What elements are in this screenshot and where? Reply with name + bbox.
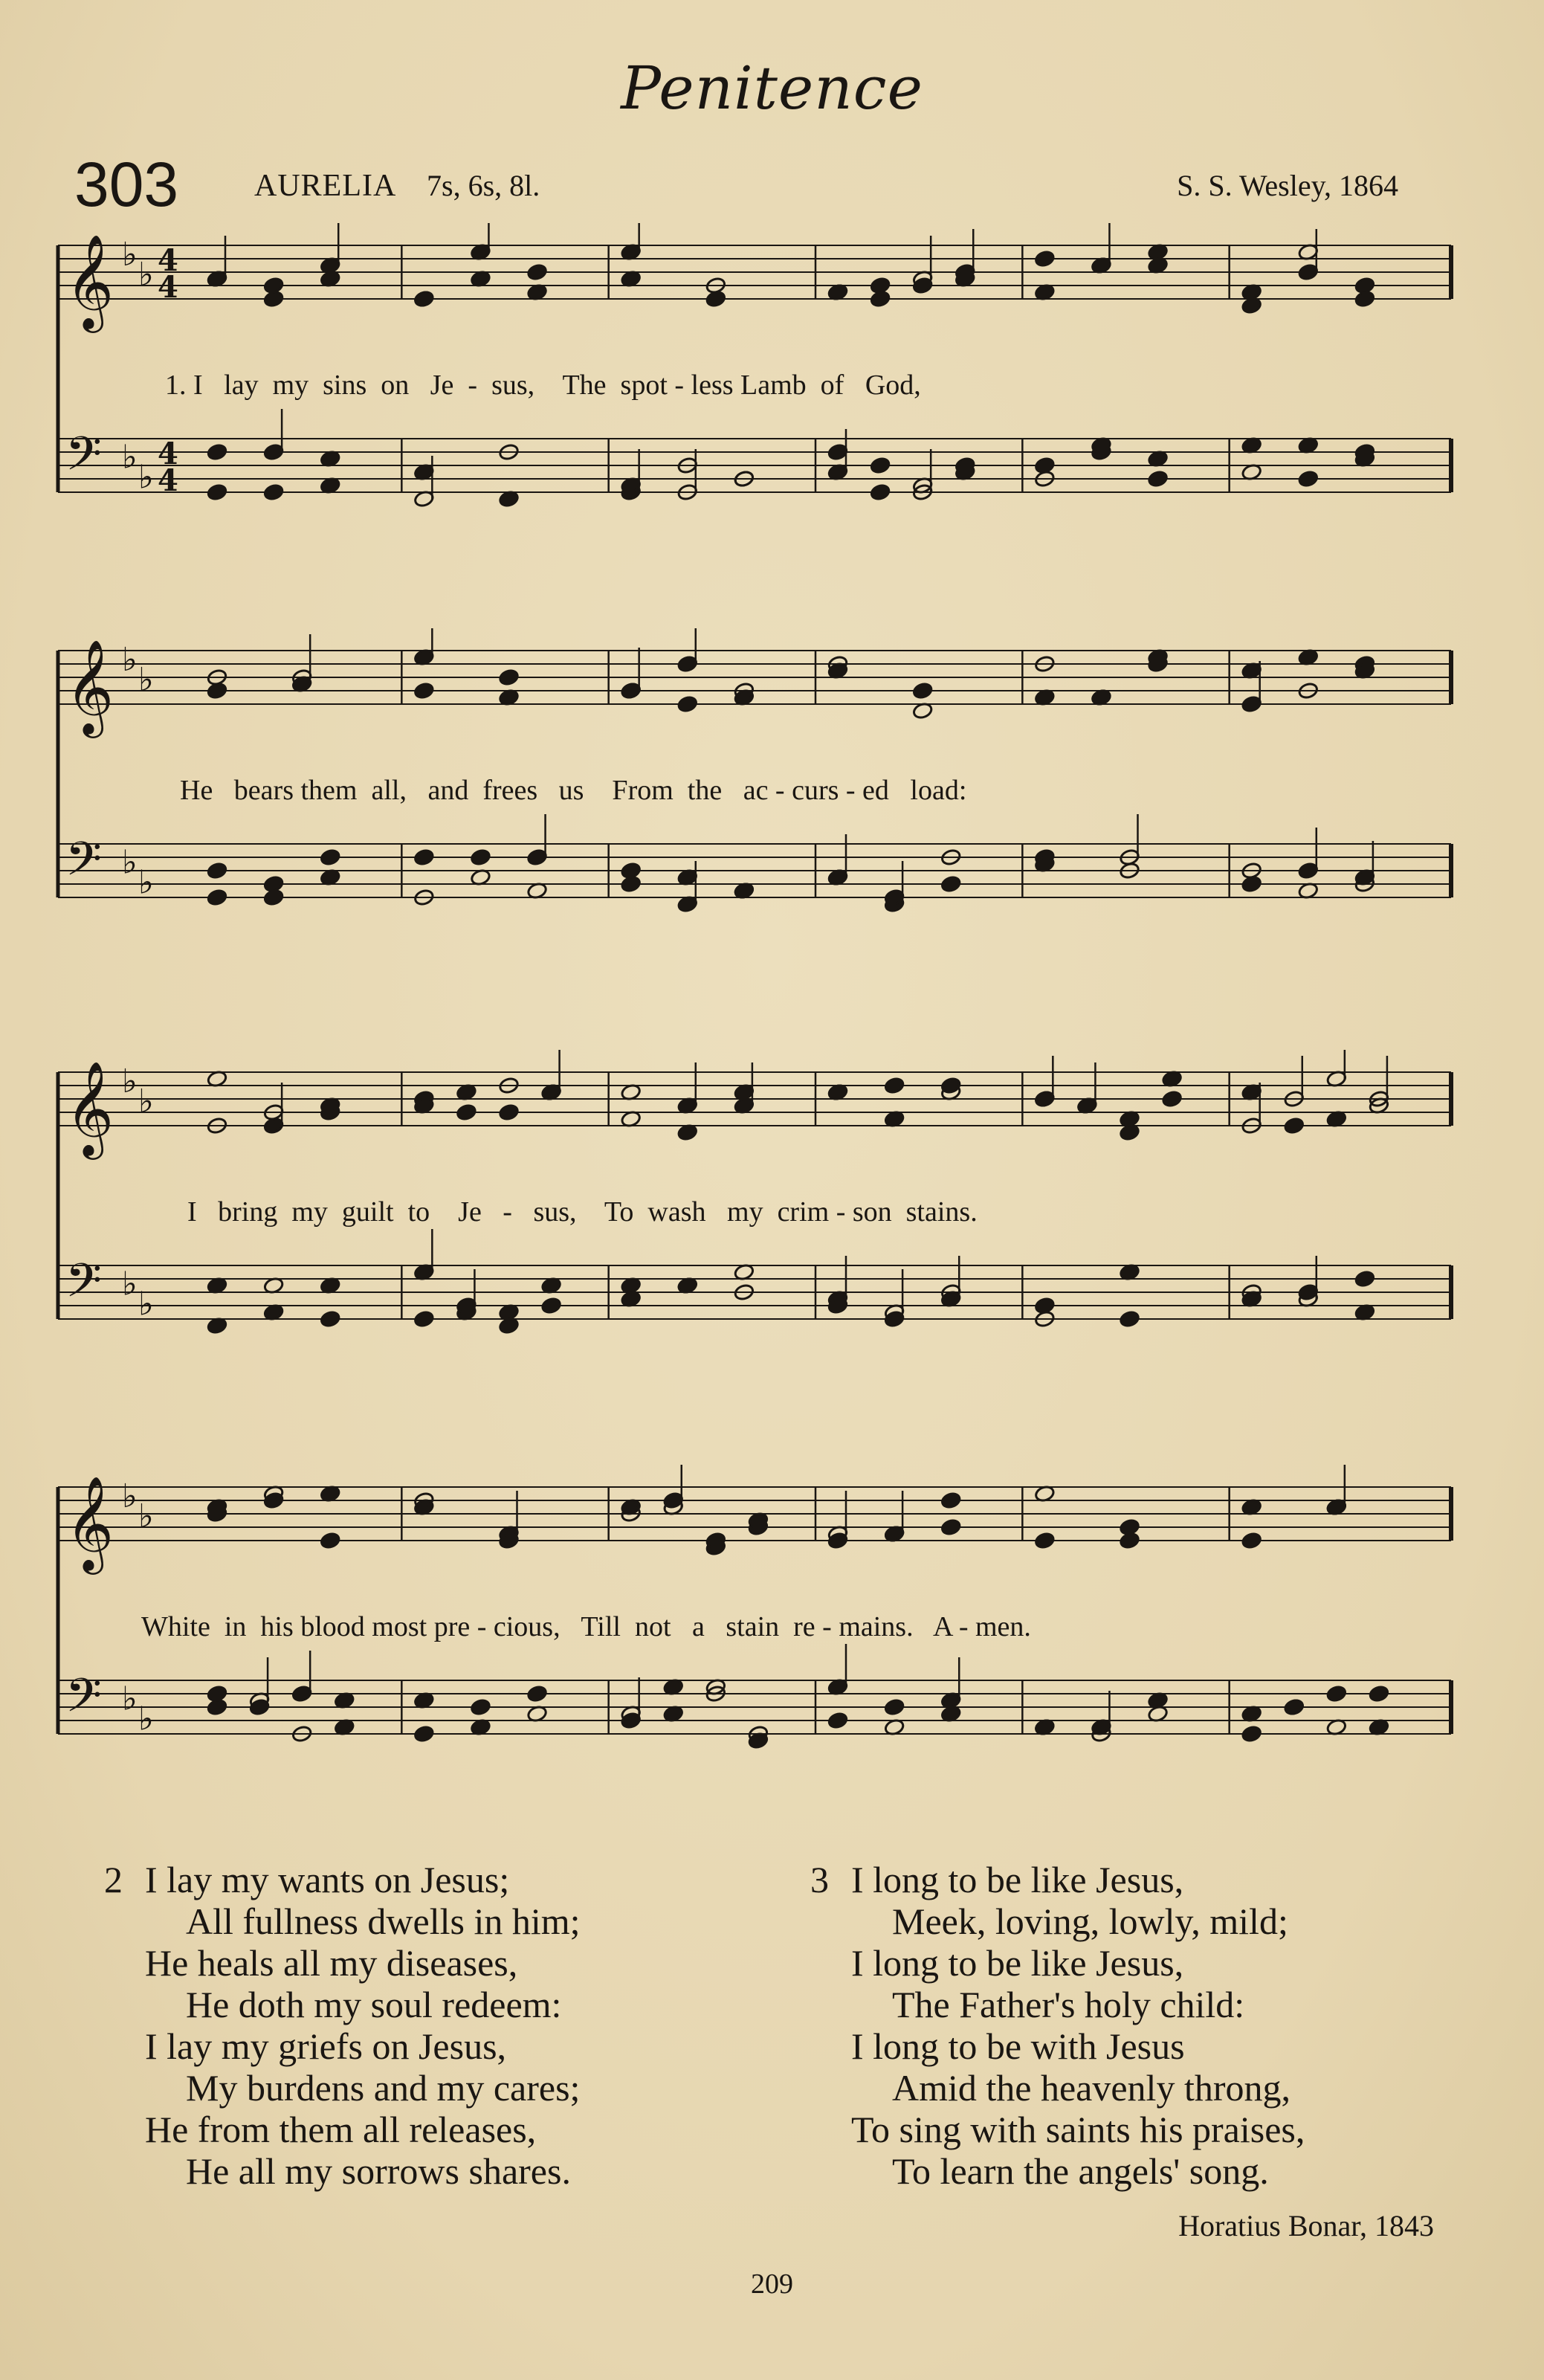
flat-icon: ♭ bbox=[122, 641, 138, 679]
note-head bbox=[884, 1077, 905, 1094]
treble-clef-icon: 𝄞 bbox=[65, 1060, 114, 1155]
note-head bbox=[263, 889, 284, 906]
note-head bbox=[620, 862, 641, 880]
bass-clef-icon: 𝄢 bbox=[65, 1253, 102, 1319]
flat-icon: ♭ bbox=[138, 661, 154, 699]
treble-clef-icon: 𝄞 bbox=[65, 1475, 114, 1570]
note-head bbox=[1034, 250, 1055, 268]
flat-icon: ♭ bbox=[138, 458, 154, 497]
lyric-line-1: 1. I lay my sins on Je - sus, The spot - less Lamb of God, bbox=[165, 370, 921, 401]
music-system-2 bbox=[54, 628, 1466, 970]
flat-icon: ♭ bbox=[122, 236, 138, 274]
note-head bbox=[320, 848, 340, 866]
tune-name: AURELIA bbox=[254, 169, 397, 203]
meter: 7s, 6s, 8l. bbox=[427, 169, 540, 202]
treble-clef-icon: 𝄞 bbox=[65, 233, 114, 329]
note-head bbox=[1147, 470, 1168, 488]
note-head bbox=[470, 1698, 491, 1716]
flat-icon: ♭ bbox=[138, 863, 154, 902]
note-head bbox=[870, 290, 891, 308]
flat-icon: ♭ bbox=[138, 256, 154, 294]
stanza-line: He doth my soul redeem: bbox=[186, 1984, 562, 2025]
flat-icon: ♭ bbox=[122, 843, 138, 882]
stanza-line: My burdens and my cares; bbox=[186, 2067, 581, 2109]
note-head bbox=[207, 443, 227, 461]
note-head bbox=[456, 1103, 477, 1121]
stanza-line: He all my sorrows shares. bbox=[186, 2150, 571, 2192]
stanza-line: Amid the heavenly throng, bbox=[892, 2067, 1291, 2109]
note-head bbox=[207, 862, 227, 880]
time-signature-bottom: 4 bbox=[158, 270, 178, 305]
treble-clef-icon: 𝄞 bbox=[65, 639, 114, 734]
note-head bbox=[413, 682, 434, 700]
note-head bbox=[263, 277, 284, 294]
note-head bbox=[470, 848, 491, 866]
note-head bbox=[870, 483, 891, 501]
note-head bbox=[263, 483, 284, 501]
note-head bbox=[526, 263, 547, 281]
stanza-line: I lay my griefs on Jesus, bbox=[145, 2025, 507, 2067]
stanza-number: 2 bbox=[104, 1859, 123, 1900]
note-head bbox=[1298, 470, 1319, 488]
flat-icon: ♭ bbox=[138, 1700, 154, 1738]
lyric-line-3: I bring my guilt to Je - sus, To wash my crim - son stains. bbox=[187, 1196, 978, 1228]
note-head bbox=[413, 1725, 434, 1743]
flat-icon: ♭ bbox=[122, 1265, 138, 1303]
note-head bbox=[207, 483, 227, 501]
note-head bbox=[1161, 1090, 1182, 1108]
bass-clef-icon: 𝄢 bbox=[65, 831, 102, 897]
flat-icon: ♭ bbox=[138, 1497, 154, 1535]
note-head bbox=[1326, 1685, 1347, 1703]
stanza-line: I long to be with Jesus bbox=[851, 2025, 1185, 2067]
note-head bbox=[540, 1297, 561, 1315]
lyric-line-4: White in his blood most pre - cious, Till not a stain re - mains. A - men. bbox=[141, 1611, 1031, 1642]
music-system-4 bbox=[54, 1465, 1466, 1807]
note-head bbox=[413, 848, 434, 866]
stanza-line: He from them all releases, bbox=[145, 2109, 537, 2150]
flat-icon: ♭ bbox=[138, 1285, 154, 1323]
hymn-number: 303 bbox=[74, 149, 179, 219]
stanza-line: To learn the angels' song. bbox=[892, 2150, 1269, 2192]
note-head bbox=[1354, 290, 1375, 308]
note-head bbox=[940, 875, 961, 893]
note-head bbox=[526, 1685, 547, 1703]
note-head bbox=[1354, 1270, 1375, 1288]
section-title: Penitence bbox=[621, 54, 923, 123]
author-credit: Horatius Bonar, 1843 bbox=[1178, 2209, 1434, 2242]
stanza-line: Meek, loving, lowly, mild; bbox=[892, 1900, 1288, 1942]
stanza-line: I long to be like Jesus, bbox=[851, 1942, 1184, 1984]
stanza-line: All fullness dwells in him; bbox=[186, 1900, 581, 1942]
note-head bbox=[940, 1518, 961, 1536]
note-head bbox=[827, 1712, 848, 1729]
flat-icon: ♭ bbox=[138, 1083, 154, 1120]
time-signature-top: 4 bbox=[158, 436, 178, 471]
note-head bbox=[1241, 1725, 1262, 1743]
note-head bbox=[1284, 1117, 1305, 1135]
stanza-line: I long to be like Jesus, bbox=[851, 1859, 1184, 1900]
stanza-line: The Father's holy child: bbox=[892, 1984, 1245, 2025]
note-head bbox=[940, 1491, 961, 1509]
note-head bbox=[1034, 1532, 1055, 1549]
note-head bbox=[498, 668, 519, 686]
lyric-line-2: He bears them all, and frees us From the ac - curs - ed load: bbox=[180, 775, 967, 806]
music-system-1 bbox=[54, 223, 1466, 565]
note-head bbox=[1369, 1685, 1389, 1703]
note-head bbox=[207, 889, 227, 906]
note-head bbox=[1284, 1698, 1305, 1716]
note-head bbox=[1241, 1532, 1262, 1549]
music-system-3 bbox=[54, 1050, 1466, 1392]
bass-clef-icon: 𝄢 bbox=[65, 1668, 102, 1734]
flat-icon: ♭ bbox=[122, 438, 138, 477]
note-head bbox=[1034, 1297, 1055, 1315]
note-head bbox=[498, 1103, 519, 1121]
stanza-line: To sing with saints his praises, bbox=[851, 2109, 1305, 2150]
flat-icon: ♭ bbox=[122, 1680, 138, 1718]
note-head bbox=[320, 1532, 340, 1549]
stanza-line: I lay my wants on Jesus; bbox=[145, 1859, 510, 1900]
note-head bbox=[870, 457, 891, 474]
time-signature-top: 4 bbox=[158, 243, 178, 278]
stanza-number: 3 bbox=[810, 1859, 829, 1900]
note-head bbox=[413, 1310, 434, 1328]
note-head bbox=[1034, 457, 1055, 474]
note-head bbox=[207, 1685, 227, 1703]
composer: S. S. Wesley, 1864 bbox=[1177, 169, 1398, 202]
page-number: 209 bbox=[751, 2268, 793, 2300]
note-head bbox=[677, 695, 698, 713]
note-head bbox=[884, 1698, 905, 1716]
bass-clef-icon: 𝄢 bbox=[65, 426, 102, 492]
flat-icon: ♭ bbox=[122, 1062, 138, 1100]
stanza-line: He heals all my diseases, bbox=[145, 1942, 518, 1984]
note-head bbox=[320, 1310, 340, 1328]
note-head bbox=[1119, 1518, 1140, 1536]
flat-icon: ♭ bbox=[122, 1477, 138, 1515]
note-head bbox=[912, 682, 933, 700]
time-signature-bottom: 4 bbox=[158, 463, 178, 498]
note-head bbox=[1119, 1310, 1140, 1328]
